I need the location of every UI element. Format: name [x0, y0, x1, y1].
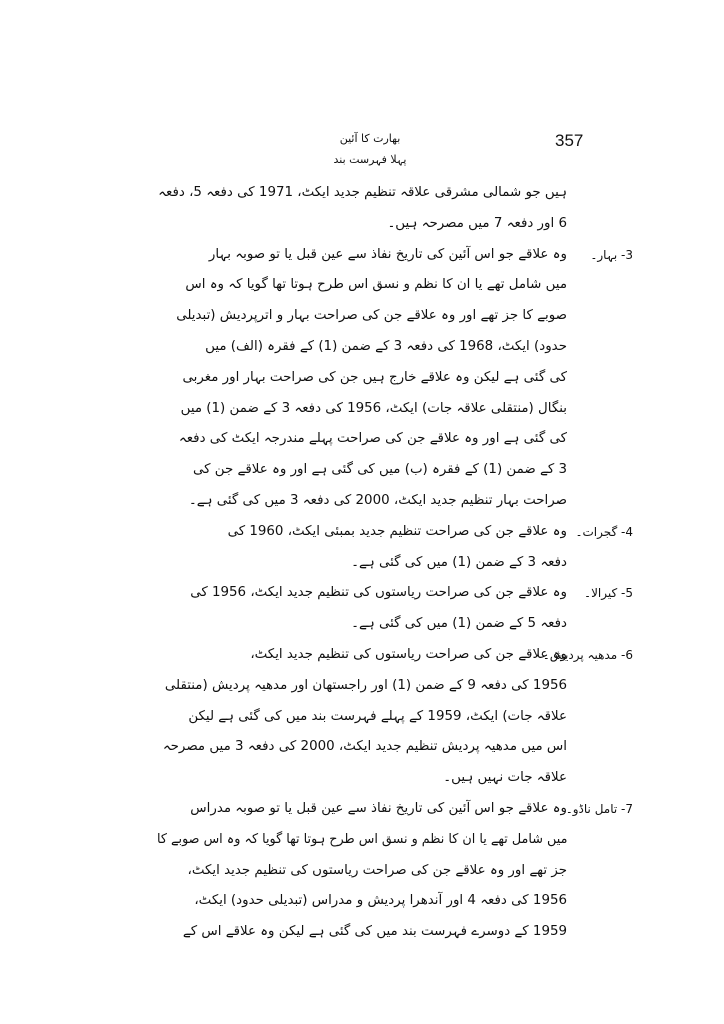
body-line: کی گئی ہے اور وہ علاقے جن کی صراحت پہلے مندرجہ ایکٹ کی دفعہ [178, 431, 567, 447]
section-label: 7- تامل ناڈو۔ [565, 802, 633, 816]
body-line: وہ علاقے جن کی صراحت ریاستوں کی تنظیم جدید ایکٹ، 1956 کی [190, 585, 567, 601]
body-line: اس میں مدھیہ پردیش تنظیم جدید ایکٹ، 2000 کی دفعہ 3 میں مصرحہ [162, 739, 567, 755]
body-line: بنگال (منتقلی علاقہ جات) ایکٹ، 1956 کی دفعہ 3 کے ضمن (1) میں [180, 400, 567, 416]
body-line: کی گئی ہے لیکن وہ علاقے خارج ہیں جن کی صراحت بہار اور مغربی [182, 369, 567, 385]
section-label: 4- گجرات۔ [575, 524, 633, 539]
body-line: 1956 کی دفعہ 4 اور آندھرا پردیش و مدراس (تبدیلی حدود) ایکٹ، [194, 893, 567, 909]
section-label: 5- کیرالا۔ [584, 586, 633, 601]
body-line: حدود) ایکٹ، 1968 کی دفعہ 3 کے ضمن (1) کے فقرہ (الف) میں [205, 339, 567, 354]
section-label: 3- بہار۔ [590, 247, 633, 262]
body-line: صراحت بہار تنظیم جدید ایکٹ، 2000 کی دفعہ 3 میں کی گئی ہے۔ [188, 493, 567, 508]
section-label: 6- مدھیہ پردیش۔ [542, 648, 633, 662]
page-subtitle: پہلا فہرست بند [333, 153, 407, 166]
body-line: وہ علاقے جو اس آئین کی تاریخ نفاذ سے عین قبل یا تو صوبہ مدراس [190, 801, 567, 816]
body-line: وہ علاقے جن کی صراحت تنظیم جدید بمبئی ایکٹ، 1960 کی [227, 523, 567, 539]
body-line: 1956 کی دفعہ 9 کے ضمن (1) اور راجستھان اور مدھیہ پردیش (منتقلی [164, 677, 567, 693]
body-line: دفعہ 5 کے ضمن (1) میں کی گئی ہے۔ [351, 616, 567, 632]
body-line: ہیں جو شمالی مشرقی علاقہ تنظیم جدید ایکٹ، 1971 کی دفعہ 5، دفعہ [158, 185, 567, 200]
body-line: 1959 کے دوسرے فہرست بند میں کی گئی ہے لیکن وہ علاقے اس کے [182, 924, 567, 940]
body-line: دفعہ 3 کے ضمن (1) میں کی گئی ہے۔ [351, 554, 567, 570]
body-line: 6 اور دفعہ 7 میں مصرحہ ہیں۔ [387, 215, 567, 231]
body-line: وہ علاقے جن کی صراحت ریاستوں کی تنظیم جدید ایکٹ، [250, 647, 567, 662]
page-number: 357 [555, 131, 584, 150]
body-line: وہ علاقے جو اس آئین کی تاریخ نفاذ سے عین قبل یا تو صوبہ بہار [208, 246, 567, 262]
body-line: جز تھے اور وہ علاقے جن کی صراحت ریاستوں کی تنظیم جدید ایکٹ، [187, 862, 567, 878]
body-line: 3 کے ضمن (1) کے فقرہ (ب) میں کی گئی ہے اور وہ علاقے جن کی [193, 462, 567, 478]
body-line: میں شامل تھے یا ان کا نظم و نسق اس طرح ہوتا تھا گویا کہ وہ اس [185, 277, 567, 293]
page-title: بھارت کا آئین [339, 132, 401, 145]
body-line: علاقہ جات نہیں ہیں۔ [443, 770, 567, 786]
body-line: علاقہ جات) ایکٹ، 1959 کے پہلے فہرست بند میں کی گئی ہے لیکن [188, 708, 567, 724]
body-line: صوبے کا جز تھے اور وہ علاقے جن کی صراحت بہار و اترپردیش (تبدیلی [176, 308, 567, 324]
body-line: میں شامل تھے یا ان کا نظم و نسق اس طرح ہوتا تھا گویا کہ وہ اس صوبے کا [156, 831, 567, 847]
